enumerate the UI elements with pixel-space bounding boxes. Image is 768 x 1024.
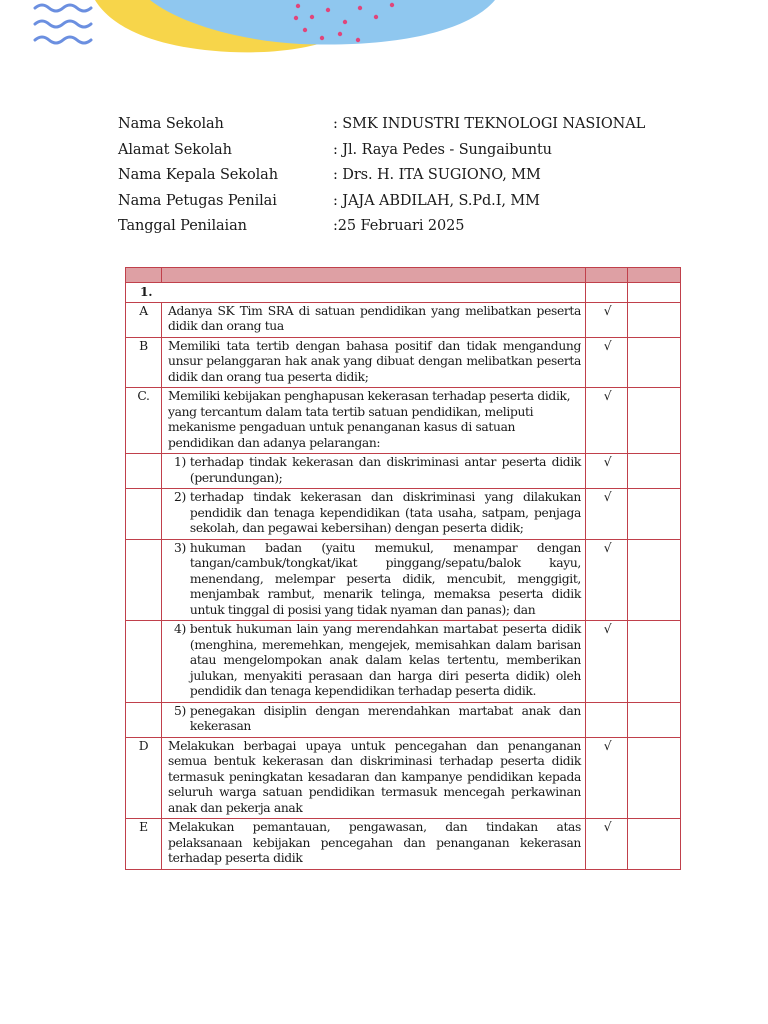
table-row — [126, 388, 681, 454]
info-row-assessor — [118, 189, 645, 215]
info-label: Nama Petugas Penilai — [118, 192, 277, 209]
sub-item — [174, 490, 581, 537]
sub-item-number: 1) — [174, 455, 186, 469]
section-row — [126, 283, 681, 303]
sub-item-text: bentuk hukuman lain yang merendahkan martabat peserta didik (menghina, meremehkan, mengejek, memisahkan dalam barisan atau mengelompokan anak dalam kelas tertentu, memberikan julukan, menyakiti perasaan dan harga diri peserta didik) oleh pendidik dan tenaga kependidikan terhadap peserta didik. — [189, 622, 581, 698]
sub-item-number: 3) — [174, 540, 186, 555]
checkmark-cell: √ — [586, 489, 628, 540]
row-code: C. — [126, 388, 162, 454]
info-row-assessment-date — [118, 214, 645, 240]
notes-cell — [628, 489, 681, 540]
row-description — [162, 454, 586, 489]
sub-item-text: hukuman badan (yaitu memukul, menampar dengan tangan/cambuk/tongkat/ikat pinggang/sepatu/balok kayu, menendang, melempar peserta didik, mencubit, menggigit, menjambak rambut, menarik telinga, memaksa peserta didik untuk tinggal di posisi yang tidak nyaman dan panas); dan — [189, 540, 581, 617]
row-code: A — [126, 302, 162, 337]
row-description: Memiliki tata tertib dengan bahasa positif dan tidak mengandung unsur pelanggaran hak anak yang dibuat dengan melibatkan peserta didik dan orang tua peserta didik; — [162, 337, 586, 388]
row-description: Melakukan pemantauan, pengawasan, dan tindakan atas pelaksanaan kebijakan pencegahan dan penanganan kekerasan terhadap peserta didik — [162, 819, 586, 870]
checkmark-cell: √ — [586, 819, 628, 870]
notes-cell — [628, 388, 681, 454]
header-cell — [162, 268, 586, 283]
info-value: : Drs. H. ITA SUGIONO, MM — [333, 167, 541, 183]
checkmark-cell: √ — [586, 388, 628, 454]
notes-cell — [628, 454, 681, 489]
row-description: Memiliki kebijakan penghapusan kekerasan terhadap peserta didik, yang tercantum dalam tata tertib satuan pendidikan, meliputi mekanisme pengaduan untuk penanganan kasus di satuan pendidikan dan adanya pelarangan: — [162, 388, 586, 454]
checkmark-cell: √ — [586, 539, 628, 621]
table-row — [126, 621, 681, 703]
row-code — [126, 489, 162, 540]
checkmark-cell: √ — [586, 337, 628, 388]
info-label: Alamat Sekolah — [118, 141, 232, 158]
sub-item — [174, 541, 581, 619]
row-description — [162, 489, 586, 540]
info-label: Nama Sekolah — [118, 116, 224, 132]
decorative-waves-illustration — [0, 0, 768, 60]
sub-item-number: 4) — [174, 622, 186, 636]
notes-cell — [628, 302, 681, 337]
checkmark-cell: √ — [586, 302, 628, 337]
assessment-table — [125, 267, 681, 870]
row-description: Melakukan berbagai upaya untuk pencegahan dan penanganan semua bentuk kekerasan dan diskriminasi terhadap peserta didik termasuk peningkatan kesadaran dan kampanye pendidikan kepada seluruh warga satuan pendidikan termasuk mencegah perkawinan anak dan pekerja anak — [162, 737, 586, 819]
table-row — [126, 337, 681, 388]
row-code — [126, 621, 162, 703]
checkmark-cell: √ — [586, 621, 628, 703]
row-code: B — [126, 337, 162, 388]
table-header-row — [126, 268, 681, 283]
table-row — [126, 454, 681, 489]
notes-cell — [628, 621, 681, 703]
checkmark-cell: √ — [586, 737, 628, 819]
sub-item — [174, 455, 581, 486]
info-value: : Jl. Raya Pedes - Sungaibuntu — [333, 141, 552, 158]
school-info-block — [118, 112, 645, 240]
header-cell — [628, 268, 681, 283]
sub-item-number: 2) — [174, 490, 186, 504]
info-row-school-address — [118, 138, 645, 164]
sub-item — [174, 622, 581, 700]
table-row — [126, 302, 681, 337]
notes-cell — [628, 702, 681, 737]
table-row — [126, 539, 681, 621]
info-value: : JAJA ABDILAH, S.Pd.I, MM — [333, 192, 540, 209]
notes-cell — [628, 819, 681, 870]
row-description — [162, 702, 586, 737]
row-description: Adanya SK Tim SRA di satuan pendidikan yang melibatkan peserta didik dan orang tua — [162, 302, 586, 337]
info-row-school-name — [118, 112, 645, 138]
empty-cell — [586, 283, 628, 303]
info-value: : SMK INDUSTRI TEKNOLOGI NASIONAL — [333, 116, 646, 132]
table-row — [126, 489, 681, 540]
sub-item-text: terhadap tindak kekerasan dan diskriminasi antar peserta didik (perundungan); — [189, 455, 581, 485]
sub-item-text: terhadap tindak kekerasan dan diskriminasi yang dilakukan pendidik dan tenaga kependidikan (tata usaha, satpam, penjaga sekolah, dan pegawai kebersihan) dengan peserta didik; — [189, 490, 581, 535]
sub-item — [174, 704, 581, 735]
notes-cell — [628, 337, 681, 388]
row-code: D — [126, 737, 162, 819]
table-row — [126, 737, 681, 819]
info-label: Tanggal Penilaian — [118, 218, 247, 234]
table-row — [126, 819, 681, 870]
row-code — [126, 539, 162, 621]
info-value: :25 Februari 2025 — [333, 218, 465, 234]
table-row — [126, 702, 681, 737]
info-row-principal — [118, 163, 645, 189]
row-description — [162, 621, 586, 703]
row-description — [162, 539, 586, 621]
row-code — [126, 454, 162, 489]
row-code: E — [126, 819, 162, 870]
empty-cell — [628, 283, 681, 303]
sub-item-text: penegakan disiplin dengan merendahkan martabat anak dan kekerasan — [189, 703, 581, 733]
section-number: 1. — [126, 283, 586, 303]
header-cell — [126, 268, 162, 283]
checkmark-cell: √ — [586, 454, 628, 489]
header-cell — [586, 268, 628, 283]
decorative-header-graphic — [0, 0, 768, 60]
notes-cell — [628, 737, 681, 819]
sub-item-number: 5) — [174, 703, 186, 718]
checkmark-cell — [586, 702, 628, 737]
row-code — [126, 702, 162, 737]
notes-cell — [628, 539, 681, 621]
info-label: Nama Kepala Sekolah — [118, 167, 278, 183]
